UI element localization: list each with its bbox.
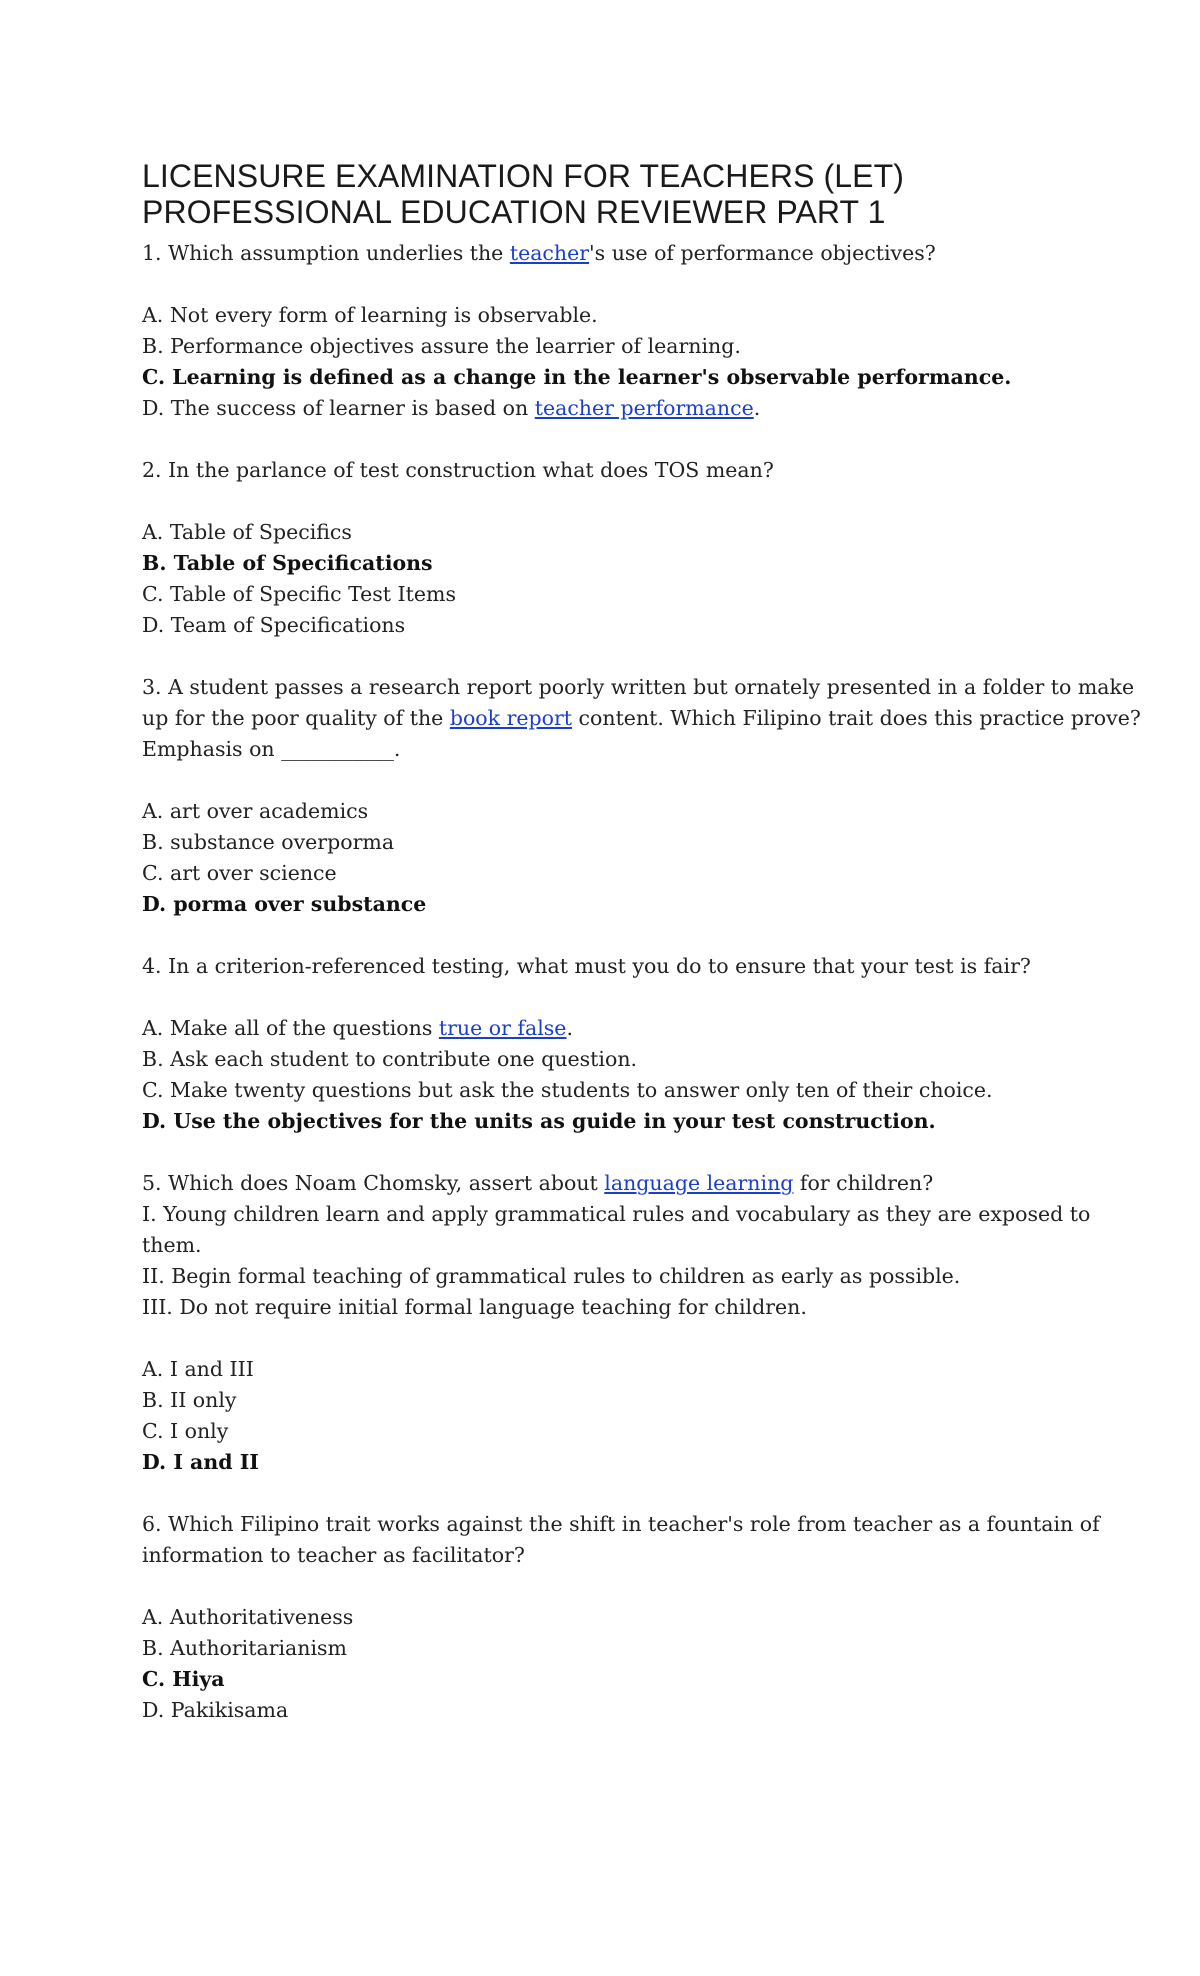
question-1-choice-b: B. Performance objectives assure the learrier of learning. — [142, 334, 741, 358]
question-5-choice-b: B. II only — [142, 1388, 237, 1412]
question-4-stem: 4. In a criterion-referenced testing, what must you do to ensure that your test is fair? — [142, 954, 1031, 978]
question-5-statement-iii: III. Do not require initial formal language teaching for children. — [142, 1295, 807, 1319]
question-4 — [142, 951, 1082, 1137]
teacher-link[interactable]: teacher — [509, 241, 590, 265]
language-learning-link[interactable]: language learning — [604, 1171, 794, 1195]
question-3-stem-line-3: Emphasis on ___________. — [142, 737, 401, 761]
question-2 — [142, 455, 1082, 641]
question-1-stem — [142, 238, 1082, 269]
question-5-choice-c: C. I only — [142, 1419, 229, 1443]
question-2-stem: 2. In the parlance of test construction what does TOS mean? — [142, 458, 774, 482]
question-2-answer-b: B. Table of Specifications — [142, 551, 433, 575]
book-report-link[interactable]: book report — [449, 706, 573, 730]
question-6-choice-d: D. Pakikisama — [142, 1698, 289, 1722]
document-page — [142, 158, 1141, 1726]
question-5-answer-d: D. I and II — [142, 1450, 259, 1474]
question-3-answer-d: D. porma over substance — [142, 892, 427, 916]
question-3-choice-b: B. substance overporma — [142, 830, 395, 854]
question-5-statement-ii: II. Begin formal teaching of grammatical rules to children as early as possible. — [142, 1264, 961, 1288]
question-5-statement-i-line-1: I. Young children learn and apply grammatical rules and vocabulary as they are exposed to — [142, 1202, 1091, 1226]
question-5-stem — [142, 1168, 1082, 1199]
question-1 — [142, 238, 1082, 424]
question-3-stem-line-2-text: up for the poor quality of the — [142, 706, 450, 730]
question-4-choice-a — [142, 1013, 1082, 1044]
question-4-choice-a-text: A. Make all of the questions — [142, 1016, 439, 1040]
title-line-2: PROFESSIONAL EDUCATION REVIEWER PART 1 — [142, 194, 886, 230]
question-5 — [142, 1168, 1091, 1478]
question-6-stem-line-1: 6. Which Filipino trait works against the shift in teacher's role from teacher as a fountain of — [142, 1512, 1100, 1536]
question-3-choice-a: A. art over academics — [142, 799, 369, 823]
question-1-stem-text-end: 's use of performance objectives? — [589, 241, 936, 265]
question-5-stem-text-end: for children? — [793, 1171, 934, 1195]
document-title — [142, 158, 1082, 230]
title-line-1: LICENSURE EXAMINATION FOR TEACHERS (LET) — [142, 158, 905, 194]
question-1-stem-text: 1. Which assumption underlies the — [142, 241, 510, 265]
question-4-choice-b: B. Ask each student to contribute one question. — [142, 1047, 638, 1071]
question-2-choice-c: C. Table of Specific Test Items — [142, 582, 456, 606]
question-6-stem-line-2: information to teacher as facilitator? — [142, 1543, 525, 1567]
question-5-statement-i-line-2: them. — [142, 1233, 202, 1257]
question-6-answer-c: C. Hiya — [142, 1667, 225, 1691]
question-4-choice-c: C. Make twenty questions but ask the students to answer only ten of their choice. — [142, 1078, 993, 1102]
teacher-performance-link[interactable]: teacher performance — [534, 396, 754, 420]
question-2-choice-a: A. Table of Specifics — [142, 520, 352, 544]
question-1-answer-c: C. Learning is defined as a change in the learner's observable performance. — [142, 365, 1012, 389]
question-4-choice-a-end: . — [566, 1016, 573, 1040]
question-6-choice-a: A. Authoritativeness — [142, 1605, 354, 1629]
question-1-choice-a: A. Not every form of learning is observable. — [142, 303, 598, 327]
question-6 — [142, 1509, 1100, 1726]
question-1-choice-d — [142, 393, 1082, 424]
question-3-stem-line-2-end: content. Which Filipino trait does this practice prove? — [572, 706, 1141, 730]
question-5-stem-text: 5. Which does Noam Chomsky, assert about — [142, 1171, 605, 1195]
question-1-choice-d-text: D. The success of learner is based on — [142, 396, 535, 420]
question-3-stem-line-2 — [142, 703, 1141, 734]
true-or-false-link[interactable]: true or false — [438, 1016, 567, 1040]
question-3-stem-line-1: 3. A student passes a research report poorly written but ornately presented in a folder to make — [142, 675, 1135, 699]
question-5-choice-a: A. I and III — [142, 1357, 254, 1381]
question-4-answer-d: D. Use the objectives for the units as guide in your test construction. — [142, 1109, 936, 1133]
question-6-choice-b: B. Authoritarianism — [142, 1636, 347, 1660]
question-2-choice-d: D. Team of Specifications — [142, 613, 406, 637]
question-3-choice-c: C. art over science — [142, 861, 337, 885]
question-3 — [142, 672, 1141, 920]
question-1-choice-d-end: . — [753, 396, 761, 420]
